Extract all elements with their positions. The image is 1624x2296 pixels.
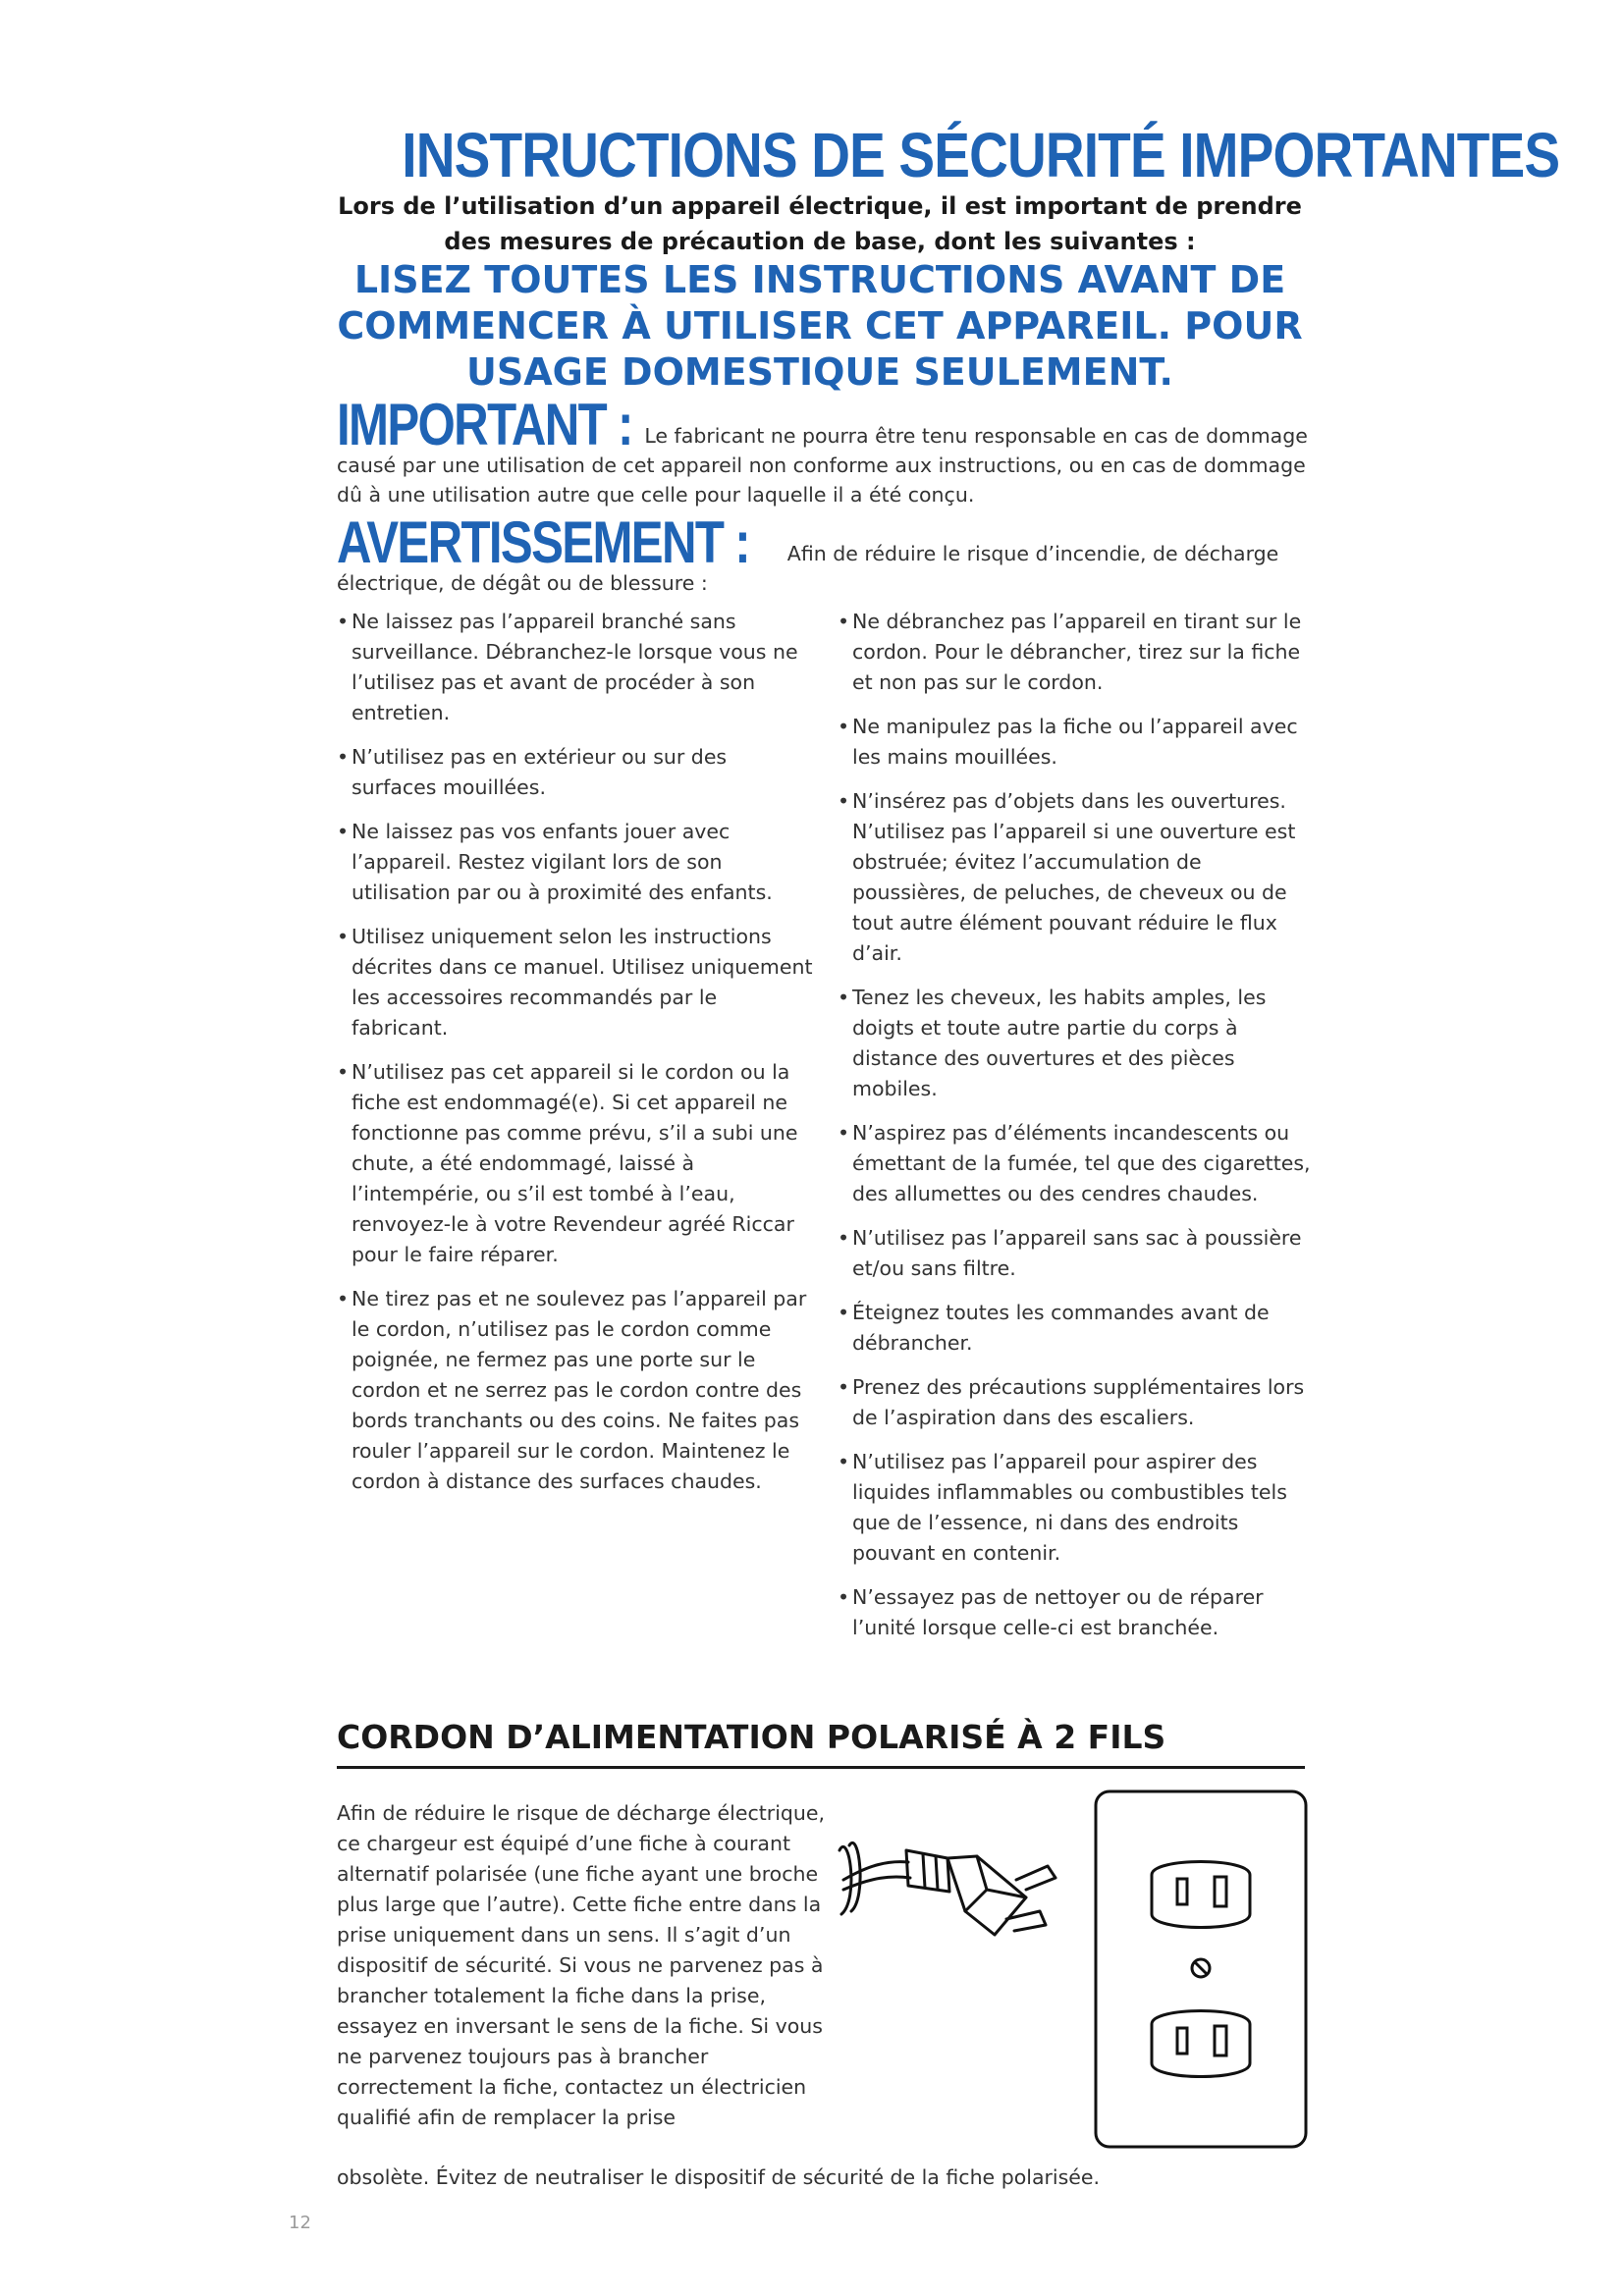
bullet-icon: • xyxy=(838,610,850,633)
bullet-icon: • xyxy=(838,1301,850,1324)
bullet-icon: • xyxy=(838,789,850,813)
list-item: • N’aspirez pas d’éléments incandescents ou émettant de la fumée, tel que des cigarettes, des allumettes ou des cendres chaudes. xyxy=(838,1118,1319,1209)
bullet-icon: • xyxy=(337,925,350,948)
right-bullet-list xyxy=(838,607,1319,1643)
list-item: • Utilisez uniquement selon les instructions décrites dans ce manuel. Utilisez uniquement les accessoires recommandés par le fabricant. xyxy=(337,922,818,1043)
polarized-plug-icon xyxy=(830,1821,1075,1968)
bullet-icon: • xyxy=(337,745,350,769)
bullet-icon: • xyxy=(337,1287,350,1310)
warning-text: Afin de réduire le risque d’incendie, de décharge électrique, de dégât ou de blessure : xyxy=(337,542,1279,595)
cord-text: Afin de réduire le risque de décharge électrique, ce chargeur est équipé d’une fiche à courant alternatif polarisée (une fiche ayant une broche plus large que l’autre). Cette fiche entre dans la prise uniquement dans un sens. Il s’agit d’un dispositif de sécurité. Si vous ne parvenez pas à brancher totalement la fiche dans la prise, essayez en inversant le sens de la fiche. Si vous ne parvenez toujours pas à brancher correctement la fiche, contactez un électricien qualifié afin de remplacer la prise xyxy=(337,1801,826,2129)
important-section xyxy=(337,392,1309,509)
cord-text-last-line: obsolète. Évitez de neutraliser le dispositif de sécurité de la fiche polarisée. xyxy=(337,2165,1101,2189)
important-label: IMPORTANT : xyxy=(337,392,632,457)
important-text: Le fabricant ne pourra être tenu responsable en cas de dommage causé par une utilisation de cet appareil non conforme aux instructions, ou en cas de dommage dû à une utilisation autre que celle pour laquelle il a été conçu. xyxy=(337,424,1308,507)
list-item: • Éteignez toutes les commandes avant de débrancher. xyxy=(838,1298,1319,1359)
list-item: • Ne débranchez pas l’appareil en tirant sur le cordon. Pour le débrancher, tirez sur la fiche et non pas sur le cordon. xyxy=(838,607,1319,698)
page-title: INSTRUCTIONS DE SÉCURITÉ IMPORTANTES xyxy=(402,120,1560,190)
page-number: 12 xyxy=(289,2213,311,2233)
list-item: • N’insérez pas d’objets dans les ouvertures. N’utilisez pas l’appareil si une ouverture est obstruée; évitez l’accumulation de poussières, de peluches, de cheveux ou de tout autre élément pouvant réduire le flux d’air. xyxy=(838,786,1319,969)
bullet-icon: • xyxy=(337,820,350,843)
bullet-icon: • xyxy=(838,1450,850,1473)
list-item: • Ne laissez pas vos enfants jouer avec l’appareil. Restez vigilant lors de son utilisation par ou à proximité des enfants. xyxy=(337,817,818,908)
bullet-icon: • xyxy=(838,1226,850,1250)
list-item: • N’utilisez pas en extérieur ou sur des surfaces mouillées. xyxy=(337,742,818,803)
read-all-notice: LISEZ TOUTES LES INSTRUCTIONS AVANT DE COMMENCER À UTILISER CET APPAREIL. POUR USAGE DOMESTIQUE SEULEMENT. xyxy=(337,258,1303,394)
bullet-icon: • xyxy=(838,1375,850,1399)
bullet-icon: • xyxy=(838,1121,850,1145)
warning-label: AVERTISSEMENT : xyxy=(337,509,750,575)
bullet-icon: • xyxy=(838,986,850,1009)
list-item: • Ne laissez pas l’appareil branché sans surveillance. Débranchez-le lorsque vous ne l’utilisez pas et avant de procéder à son entretien. xyxy=(337,607,818,728)
warning-section xyxy=(337,509,1309,598)
bullet-icon: • xyxy=(838,715,850,738)
left-bullet-list xyxy=(337,607,818,1497)
list-item: • Tenez les cheveux, les habits amples, les doigts et toute autre partie du corps à distance des ouvertures et des pièces mobiles. xyxy=(838,983,1319,1104)
list-item: • Ne tirez pas et ne soulevez pas l’appareil par le cordon, n’utilisez pas le cordon comme poignée, ne fermez pas une porte sur le cordon et ne serrez pas le cordon contre des bords tranchants ou des coins. Ne faites pas rouler l’appareil sur le cordon. Maintenez le cordon à distance des surfaces chaudes. xyxy=(337,1284,818,1497)
list-item: • N’utilisez pas cet appareil si le cordon ou la fiche est endommagé(e). Si cet appareil ne fonctionne pas comme prévu, s’il a subi une chute, a été endommagé, laissé à l’intempérie, ou s’il est tombé à l’eau, renvoyez-le à votre Revendeur agréé Riccar pour le faire réparer. xyxy=(337,1057,818,1270)
right-column xyxy=(838,607,1319,1657)
intro-text: Lors de l’utilisation d’un appareil électrique, il est important de prendre des mesures de précaution de base, dont les suivantes : xyxy=(338,192,1302,255)
list-item: • Ne manipulez pas la fiche ou l’appareil avec les mains mouillées. xyxy=(838,712,1319,773)
bullet-icon: • xyxy=(337,610,350,633)
list-item: • Prenez des précautions supplémentaires lors de l’aspiration dans des escaliers. xyxy=(838,1372,1319,1433)
list-item: • N’utilisez pas l’appareil sans sac à poussière et/ou sans filtre. xyxy=(838,1223,1319,1284)
wall-outlet-icon xyxy=(1093,1789,1309,2150)
cord-section-title: CORDON D’ALIMENTATION POLARISÉ À 2 FILS xyxy=(337,1713,1305,1769)
bullet-icon: • xyxy=(337,1060,350,1084)
bullet-icon: • xyxy=(838,1585,850,1609)
left-column xyxy=(337,607,818,1511)
list-item: • N’utilisez pas l’appareil pour aspirer des liquides inflammables ou combustibles tels que de l’essence, ni dans des endroits pouvant en contenir. xyxy=(838,1447,1319,1569)
list-item: • N’essayez pas de nettoyer ou de réparer l’unité lorsque celle-ci est branchée. xyxy=(838,1582,1319,1643)
